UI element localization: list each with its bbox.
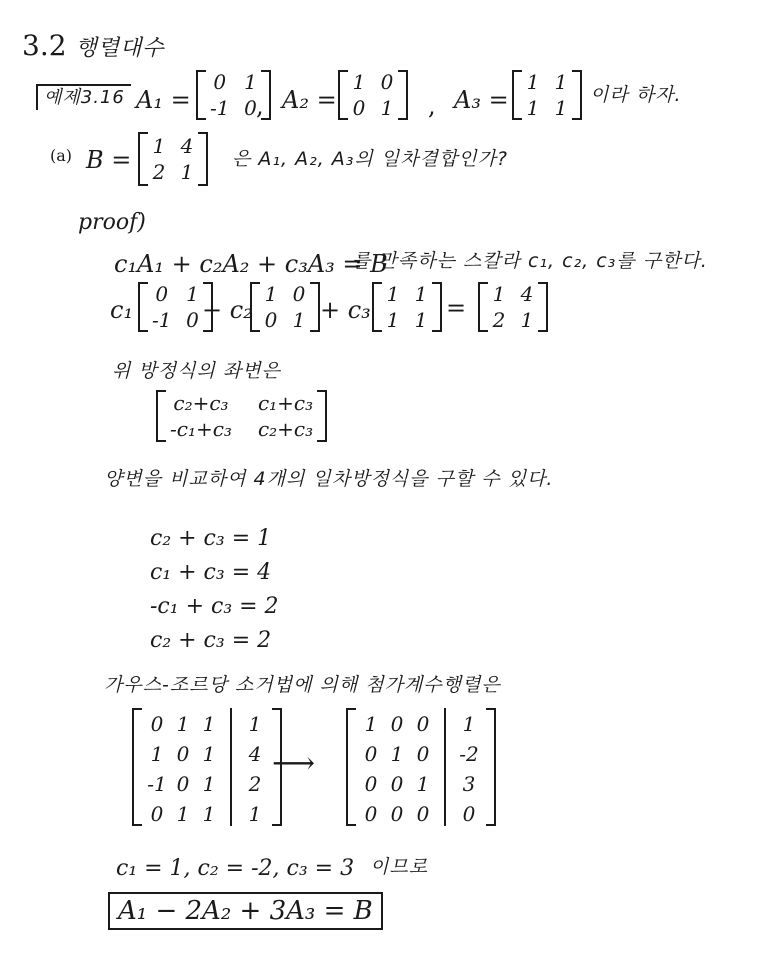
coef-c1: c₁ xyxy=(110,296,134,324)
lhs-text: 위 방정식의 좌변은 xyxy=(112,360,281,382)
matrix-lhs xyxy=(156,390,327,442)
aug-right-entry: 0 xyxy=(364,772,378,796)
a2-entry: 1 xyxy=(264,282,278,306)
a3-entry: 1 xyxy=(554,70,568,94)
a2-label: A₂ = xyxy=(282,86,337,114)
b-entry: 4 xyxy=(180,134,194,158)
a3-entry: 1 xyxy=(554,96,568,120)
aug-right-entry: 0 xyxy=(390,802,404,826)
final-answer: A₁ − 2A₂ + 3A₃ = B xyxy=(108,892,383,930)
aug-left-entry: 1 xyxy=(150,742,164,766)
aug-right-entry: 0 xyxy=(364,802,378,826)
gauss-text: 가우스-조르당 소거법에 의해 첨가계수행렬은 xyxy=(104,674,501,696)
a1-entry: 1 xyxy=(244,70,257,94)
augmented-matrix-reduced xyxy=(346,708,496,826)
aug-left-entry: 1 xyxy=(202,712,216,736)
aug-left-rhs-entry: 1 xyxy=(248,802,262,826)
a3-entry: 1 xyxy=(386,308,400,332)
arrow-icon: ⟶ xyxy=(272,746,316,781)
matrix-b xyxy=(138,132,208,186)
aug-left-entry: 0 xyxy=(150,802,164,826)
lhs-entry: c₂+c₃ xyxy=(173,391,229,415)
aug-right-entry: 1 xyxy=(390,742,404,766)
a2-entry: 0 xyxy=(292,282,306,306)
aug-left-rhs-entry: 4 xyxy=(248,742,262,766)
section-title: 행렬대수 xyxy=(75,36,165,61)
aug-right-entry: 0 xyxy=(390,772,404,796)
a2-entry: 1 xyxy=(292,308,306,332)
solution-tail: 이므로 xyxy=(370,856,429,878)
aug-left-entry: 0 xyxy=(150,712,164,736)
b-entry: 2 xyxy=(492,308,506,332)
aug-right-rhs-entry: -2 xyxy=(459,742,479,766)
a3-entry: 1 xyxy=(526,96,540,120)
a3-entry: 1 xyxy=(414,282,428,306)
b-entry: 1 xyxy=(152,134,166,158)
aug-left-entry: -1 xyxy=(147,772,167,796)
a2-entry: 0 xyxy=(352,96,366,120)
matrix-a2 xyxy=(338,70,408,120)
aug-left-rhs-entry: 2 xyxy=(248,772,262,796)
a3-label: A₃ = xyxy=(454,86,509,114)
a3-entry: 1 xyxy=(526,70,540,94)
coef-c2: + c₂ xyxy=(202,296,253,324)
b-entry: 2 xyxy=(152,160,166,184)
aug-left-entry: 1 xyxy=(176,712,190,736)
aug-right-entry: 0 xyxy=(416,742,430,766)
aug-left-entry: 1 xyxy=(202,802,216,826)
a2-entry: 0 xyxy=(264,308,278,332)
aug-left-entry: 0 xyxy=(176,772,190,796)
b-entry: 4 xyxy=(520,282,534,306)
matrix-a2-repeat xyxy=(250,282,320,332)
a2-entry: 1 xyxy=(380,96,394,120)
aug-right-entry: 1 xyxy=(364,712,378,736)
aug-right-entry: 0 xyxy=(364,742,378,766)
equals-sign: = xyxy=(446,294,467,322)
equation-1: c₂ + c₃ = 1 xyxy=(150,526,272,551)
aug-left-rhs-entry: 1 xyxy=(248,712,262,736)
linear-combination-eq: c₁A₁ + c₂A₂ + c₃A₃ = B xyxy=(114,250,388,278)
a2-entry: 0 xyxy=(380,70,394,94)
example-label: 예제3.16 xyxy=(36,84,131,110)
linear-combination-text: 를 만족하는 스칼라 c₁, c₂, c₃를 구한다. xyxy=(352,250,708,272)
a2-entry: 1 xyxy=(352,70,366,94)
aug-right-entry: 0 xyxy=(390,712,404,736)
matrix-b-repeat xyxy=(478,282,548,332)
lhs-entry: c₂+c₃ xyxy=(257,417,314,441)
a3-entry: 1 xyxy=(414,308,428,332)
part-a-question: 은 A₁, A₂, A₃의 일차결합인가? xyxy=(232,148,508,170)
equation-2: c₁ + c₃ = 4 xyxy=(150,560,272,585)
aug-right-entry: 1 xyxy=(416,772,430,796)
aug-right-entry: 0 xyxy=(416,802,430,826)
b-entry: 1 xyxy=(180,160,194,184)
a3-entry: 1 xyxy=(386,282,400,306)
solution: c₁ = 1, c₂ = -2, c₃ = 3 xyxy=(116,856,355,881)
aug-right-rhs-entry: 1 xyxy=(462,712,476,736)
example-tail: 이라 하자. xyxy=(590,84,682,106)
aug-left-entry: 1 xyxy=(202,772,216,796)
part-a-label: (a) xyxy=(50,146,73,165)
a1-entry: 1 xyxy=(186,282,199,306)
a1-entry: -1 xyxy=(152,308,172,332)
section-header xyxy=(22,29,165,62)
a1-entry: 0 xyxy=(213,70,227,94)
compare-text: 양변을 비교하여 4개의 일차방정식을 구할 수 있다. xyxy=(104,468,554,490)
lhs-entry: c₁+c₃ xyxy=(257,391,314,415)
a1-entry: 0 xyxy=(186,308,199,332)
lhs-entry: -c₁+c₃ xyxy=(170,417,232,441)
augmented-matrix-initial xyxy=(132,708,282,826)
aug-left-entry: 1 xyxy=(176,802,190,826)
equation-3: -c₁ + c₃ = 2 xyxy=(150,594,279,619)
aug-right-rhs-entry: 0 xyxy=(462,802,476,826)
a1-entry: 0 xyxy=(155,282,169,306)
aug-right-rhs-entry: 3 xyxy=(462,772,476,796)
matrix-a3 xyxy=(512,70,582,120)
a1-entry: -1 xyxy=(210,96,230,120)
a1-label: A₁ = xyxy=(136,86,191,114)
section-number: 3.2 xyxy=(22,29,67,62)
coef-c3: + c₃ xyxy=(320,296,371,324)
aug-left-entry: 0 xyxy=(176,742,190,766)
b-entry: 1 xyxy=(492,282,506,306)
linear-system xyxy=(150,526,279,662)
proof-label: proof) xyxy=(78,210,146,235)
equation-4: c₂ + c₃ = 2 xyxy=(150,628,272,653)
b-entry: 1 xyxy=(520,308,534,332)
b-label: B = xyxy=(86,146,132,174)
aug-left-entry: 1 xyxy=(202,742,216,766)
a1-entry: 0 xyxy=(244,96,257,120)
aug-right-entry: 0 xyxy=(416,712,430,736)
matrix-a3-repeat xyxy=(372,282,442,332)
